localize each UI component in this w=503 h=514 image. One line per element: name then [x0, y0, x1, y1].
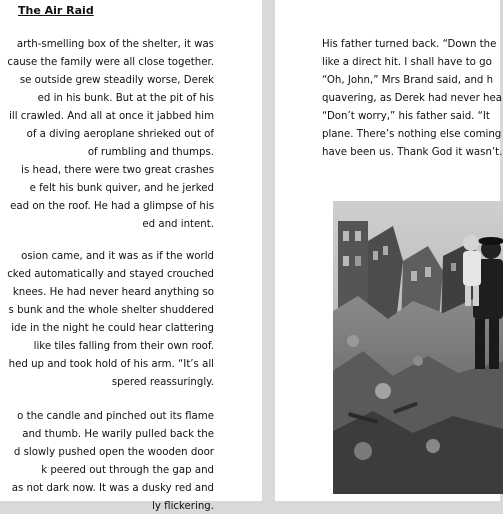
text-line: ide in the night he could hear clattering	[11, 323, 214, 334]
text-line: is head, there were two great crashes	[21, 165, 214, 176]
text-line: k peered out through the gap and	[41, 465, 214, 476]
text-line: osion came, and it was as if the world	[21, 251, 214, 262]
text-line: se outside grew steadily worse, Derek	[19, 75, 214, 86]
text-line: of rumbling and thumps.	[87, 147, 214, 158]
text-line: arth-smelling box of the shelter, it was	[16, 39, 214, 50]
text-line: spered reassuringly.	[111, 377, 214, 388]
text-line: o the candle and pinched out its flame	[17, 411, 214, 422]
text-line: “Don’t worry,” his father said. “It	[322, 111, 490, 122]
text-line: e felt his bunk quiver, and he jerked	[29, 183, 214, 194]
text-line: hed up and took hold of his arm. “It’s all	[8, 359, 214, 370]
text-line: and thumb. He warily pulled back the	[22, 429, 214, 440]
text-line: have been us. Thank God it wasn’t.	[322, 147, 503, 158]
text-line: ed and intent.	[142, 219, 214, 230]
document-title: The Air Raid	[18, 4, 94, 17]
text-line: quavering, as Derek had never hea	[322, 93, 502, 104]
right-page	[275, 0, 503, 501]
text-line: like tiles falling from their own roof.	[33, 341, 214, 352]
text-line: of a diving aeroplane shrieked out of	[26, 129, 214, 140]
text-line: cked automatically and stayed crouched	[7, 269, 214, 280]
text-line: ill crawled. And all at once it jabbed him	[9, 111, 214, 122]
text-line: “Oh, John,” Mrs Brand said, and h	[322, 75, 494, 86]
text-line: as not dark now. It was a dusky red and	[11, 483, 214, 494]
text-line: ead on the roof. He had a glimpse of his	[10, 201, 214, 212]
air-raid-photo	[333, 201, 503, 494]
text-line: like a direct hit. I shall have to go	[322, 57, 492, 68]
text-line: s bunk and the whole shelter shuddered	[8, 305, 214, 316]
text-line: knees. He had never heard anything so	[12, 287, 214, 298]
text-line: His father turned back. “Down the	[322, 39, 497, 50]
text-line: plane. There’s nothing else coming	[322, 129, 502, 140]
text-line: d slowly pushed open the wooden door	[13, 447, 214, 458]
text-line: cause the family were all close together.	[7, 57, 214, 68]
text-line: ed in his bunk. But at the pit of his	[37, 93, 214, 104]
text-line: ly flickering.	[152, 501, 214, 512]
